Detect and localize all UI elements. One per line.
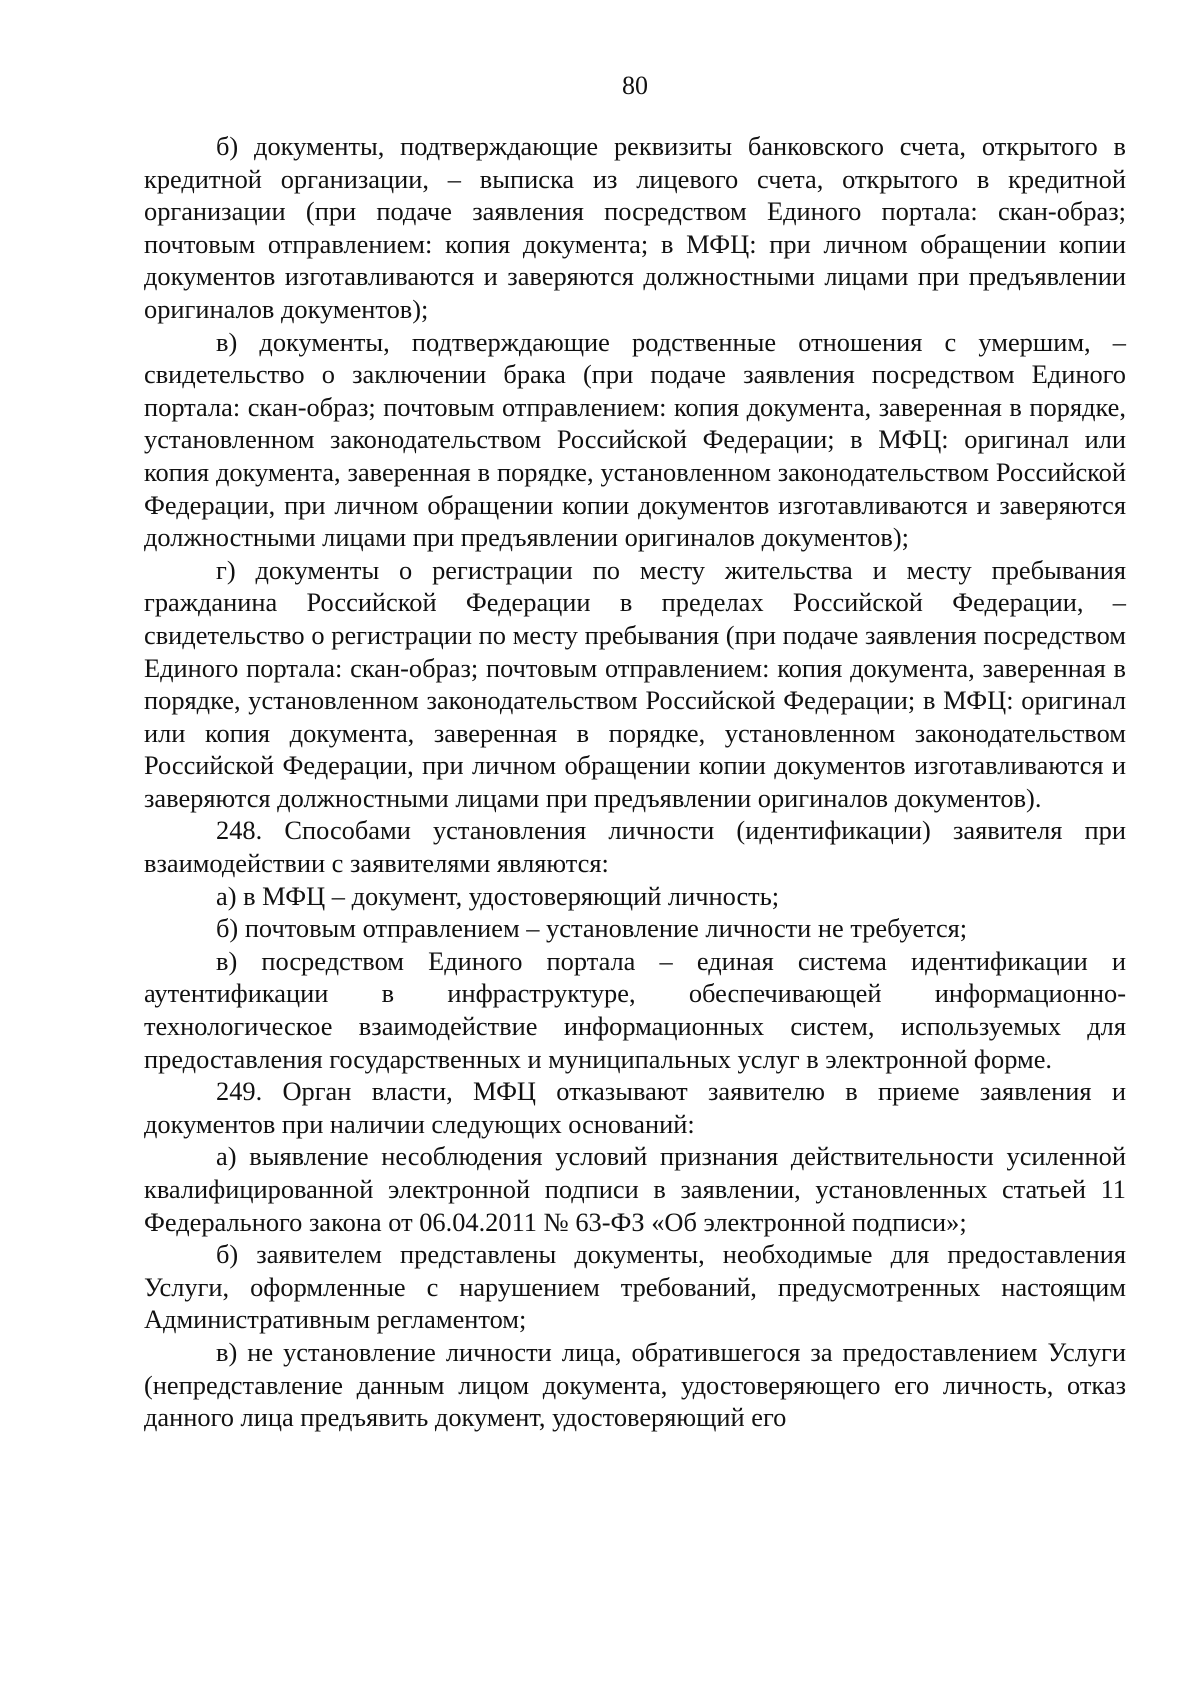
paragraph-248-b-postal: б) почтовым отправлением – установление личности не требуется; <box>216 913 968 944</box>
paragraph-248-c-portal: в) посредством Единого портала – единая система идентификации и аутентификации в инфраструктуре, обеспечивающей информационно-технологическое взаимодействие информационных систем, используемых для предоставления государственных и муниципальных услуг в электронной форме. <box>144 945 1126 1074</box>
paragraph-249-refusal-grounds: 249. Орган власти, МФЦ отказывают заявителю в приеме заявления и документов при наличии следующих оснований: <box>144 1076 1126 1139</box>
page-number: 80 <box>622 71 648 100</box>
paragraph-249-b-violations: б) заявителем представлены документы, необходимые для предоставления Услуги, оформленные с нарушением требований, предусмотренных настоящим Административным регламентом; <box>144 1239 1126 1335</box>
paragraph-249-a-signature: а) выявление несоблюдения условий признания действительности усиленной квалифицированной электронной подписи в заявлении, установленных статьей 11 Федерального закона от 06.04.2011 № 63-ФЗ «Об электронной подписи»; <box>144 1141 1126 1237</box>
document-body <box>144 130 1126 1434</box>
paragraph-249-c-identity: в) не установление личности лица, обратившегося за предоставлением Услуги (непредставление данным лицом документа, удостоверяющего его личность, отказ данного лица предъявить документ, удостоверяющий его <box>144 1336 1126 1433</box>
paragraph-248-identification-methods: 248. Способами установления личности (идентификации) заявителя при взаимодействии с заявителями являются: <box>144 815 1126 879</box>
paragraph-registration-documents: г) документы о регистрации по месту жительства и месту пребывания гражданина Российской Федерации в пределах Российской Федерации, – свидетельство о регистрации по месту пребывания (при подаче заявления посредством Единого портала: скан-образ; почтовым отправлением: копия документа, заверенная в порядке, установленном законодательством Российской Федерации; в МФЦ: оригинал или копия документа, заверенная в порядке, установленном законодательством Российской Федерации, при личном обращении копии документов изготавливаются и заверяются должностными лицами при предъявлении оригиналов документов). <box>144 554 1126 813</box>
paragraph-248-a-mfc: а) в МФЦ – документ, удостоверяющий личность; <box>216 880 780 911</box>
paragraph-kinship-documents: в) документы, подтверждающие родственные отношения с умершим, – свидетельство о заключении брака (при подаче заявления посредством Единого портала: скан-образ; почтовым отправлением: копия документа, заверенная в порядке, установленном законодательством Российской Федерации; в МФЦ: оригинал или копия документа, заверенная в порядке, установленном законодательством Российской Федерации, при личном обращении копии документов изготавливаются и заверяются должностными лицами при предъявлении оригиналов документов); <box>144 326 1126 553</box>
paragraph-bank-account-documents: б) документы, подтверждающие реквизиты банковского счета, открытого в кредитной организации, – выписка из лицевого счета, открытого в кредитной организации (при подаче заявления посредством Единого портала: скан-образ; почтовым отправлением: копия документа; в МФЦ: при личном обращении копии документов изготавливаются и заверяются должностными лицами при предъявлении оригиналов документов); <box>144 131 1126 324</box>
